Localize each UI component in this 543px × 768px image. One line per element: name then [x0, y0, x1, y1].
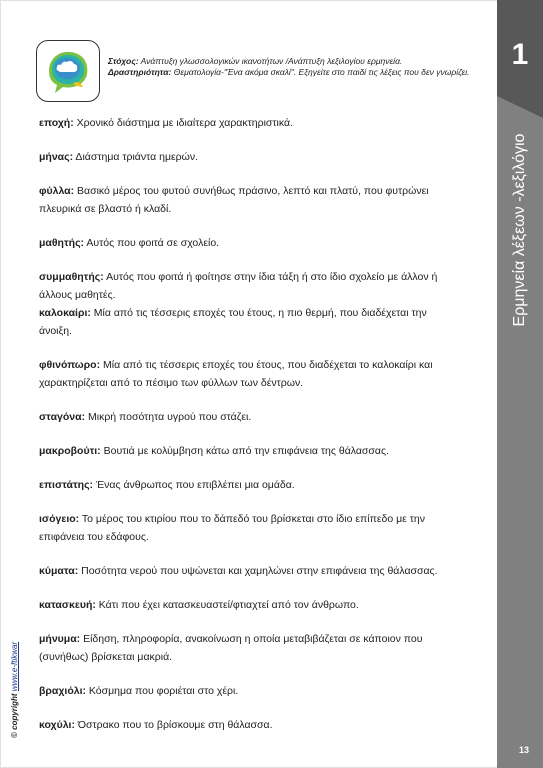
glossary-entry [39, 114, 459, 132]
glossary-entry [39, 562, 459, 580]
glossary-definition: Όστρακο που το βρίσκουμε στη θάλασσα. [74, 719, 273, 731]
glossary-entry [39, 442, 459, 460]
glossary-term: καλοκαίρι: [39, 307, 91, 319]
glossary-list [39, 114, 459, 734]
glossary-term: ισόγειο: [39, 513, 80, 525]
glossary-term: εποχή: [39, 117, 74, 129]
glossary-definition: Αυτός που φοιτά ή φοίτησε στην ίδια τάξη ή στο ίδιο σχολείο με άλλον ή άλλους μαθητές. [39, 271, 438, 301]
glossary-term: βραχιόλι: [39, 685, 86, 697]
speech-bubble-cloud-icon [43, 47, 93, 95]
glossary-entry [39, 476, 459, 494]
glossary-term: μαθητής: [39, 237, 85, 249]
glossary-definition: Μία από τις τέσσερις εποχές του έτους, η πιο θερμή, που διαδέχεται την άνοιξη. [39, 307, 427, 337]
chapter-number: 1 [511, 38, 529, 71]
activity-text: Θεματολογία-"Ένα ακόμα σκαλί". Εξηγείτε στο παιδί τις λέξεις που δεν γνωρίζει. [173, 67, 470, 77]
glossary-definition: Βασικό μέρος του φυτού συνήθως πράσινο, λεπτό και πλατύ, που φυτρώνει πλευρικά σε βλαστό ή κλαδί. [39, 185, 429, 215]
glossary-term: φύλλα: [39, 185, 75, 197]
glossary-entry [39, 630, 459, 666]
glossary-term: φθινόπωρο: [39, 359, 101, 371]
glossary-definition: Βουτιά με κολύμβηση κάτω από την επιφάνεια της θάλασσας. [100, 445, 389, 457]
logo [36, 40, 100, 102]
goal-text: Ανάπτυξη γλωσσολογικών ικανοτήτων /Ανάπτυξη λεξιλογίου ερμηνεία. [140, 56, 403, 66]
side-title: Ερμηνεία λέξεων -λεξιλόγιο [511, 133, 528, 327]
side-title-wrap [497, 110, 543, 350]
glossary-entry [39, 596, 459, 614]
glossary-term: κύματα: [39, 565, 79, 577]
glossary-term: συμμαθητής: [39, 271, 104, 283]
glossary-term: κοχύλι: [39, 719, 75, 731]
glossary-definition: Κόσμημα που φοριέται στο χέρι. [86, 685, 239, 697]
glossary-term: επιστάτης: [39, 479, 94, 491]
glossary-term: μήνυμα: [39, 633, 81, 645]
glossary-term: μακροβούτι: [39, 445, 101, 457]
glossary-entry [39, 234, 459, 252]
glossary-entry [39, 268, 459, 304]
glossary-entry [39, 716, 459, 734]
glossary-definition: Κάτι που έχει κατασκευαστεί/φτιαχτεί από τον άνθρωπο. [95, 599, 359, 611]
glossary-definition: Το μέρος του κτιρίου που το δάπεδό του βρίσκεται στο ίδιο επίπεδο με την επιφάνεια του εδάφους. [39, 513, 426, 543]
copyright-notice [10, 642, 19, 738]
glossary-definition: Ποσότητα νερού που υψώνεται και χαμηλώνει στην επιφάνεια της θάλασσας. [78, 565, 438, 577]
glossary-definition: Αυτός που φοιτά σε σχολείο. [84, 237, 220, 249]
glossary-entry [39, 510, 459, 546]
glossary-entry [39, 304, 459, 340]
goal-label: Στόχος: [108, 56, 139, 66]
glossary-entry [39, 182, 459, 218]
page-number: 13 [518, 745, 529, 755]
glossary-definition: Διάστημα τριάντα ημερών. [73, 151, 199, 163]
glossary-definition: Είδηση, πληροφορία, ανακοίνωση η οποία μεταβιβάζεται σε κάποιον που (συνήθως) βρίσκεται μακριά. [39, 633, 423, 663]
glossary-term: μήνας: [39, 151, 74, 163]
glossary-term: σταγόνα: [39, 411, 86, 423]
activity-label: Δραστηριότητα: [108, 67, 172, 77]
glossary-entry [39, 408, 459, 426]
copyright-site-link[interactable]: www.e-ftikwar [10, 641, 19, 692]
glossary-entry [39, 682, 459, 700]
header-info [108, 56, 478, 78]
glossary-definition: Μικρή ποσότητα υγρού που στάζει. [85, 411, 252, 423]
copyright-label: © copyright [10, 693, 19, 738]
glossary-term: κατασκευή: [39, 599, 96, 611]
glossary-definition: Μία από τις τέσσερις εποχές του έτους, που διαδέχεται το καλοκαίρι και χαρακτηρίζεται από το πέσιμο των φύλλων των δέντρων. [39, 359, 433, 389]
glossary-definition: Ένας άνθρωπος που επιβλέπει μια ομάδα. [93, 479, 295, 491]
glossary-definition: Χρονικό διάστημα με ιδιαίτερα χαρακτηριστικά. [73, 117, 293, 129]
glossary-entry [39, 148, 459, 166]
glossary-entry [39, 356, 459, 392]
